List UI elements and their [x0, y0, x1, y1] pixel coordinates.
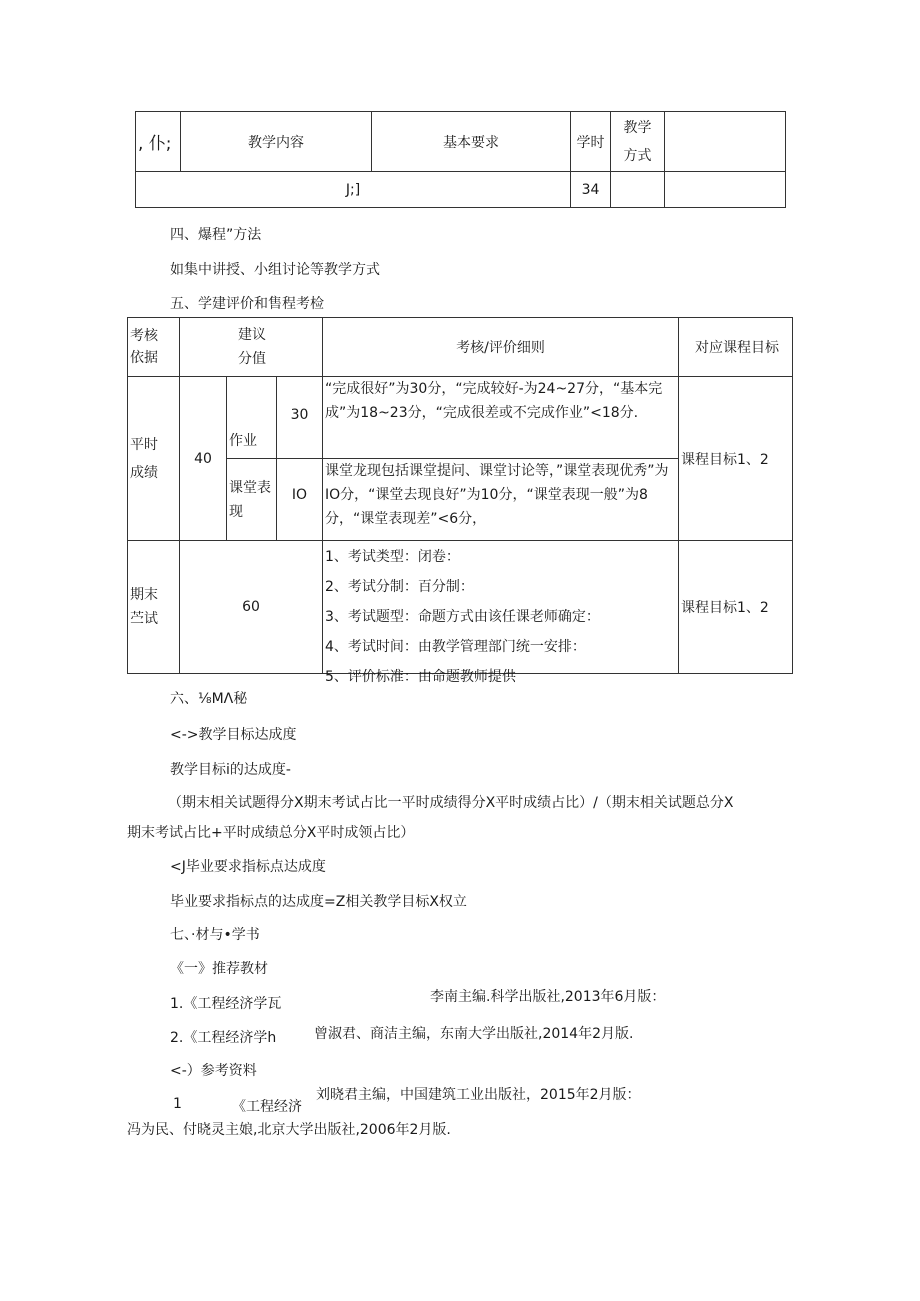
homework-label: 作业	[227, 377, 277, 459]
header-hours: 学时	[571, 112, 611, 172]
formula-line-b: 期末考试占比+平时成绩总分X平时成领占比）	[127, 825, 415, 841]
final-rule-item: 2、考试分制：百分制：	[325, 579, 474, 595]
book1-title: 1.《工程经济学瓦	[170, 996, 282, 1012]
final-rule-item: 3、考试题型：命题方式由该任课老师确定：	[325, 609, 600, 625]
first-column-header: , 仆;	[136, 112, 181, 172]
section5-heading: 五、学建评价和售程考检	[170, 296, 324, 312]
section4-body: 如集中讲授、小组讨论等教学方式	[170, 262, 380, 278]
usual-grade-target: 课程目标1、2	[679, 377, 793, 541]
ref1-publisher: 刘晓君主编，中国建筑工业出版社，2015年2月版：	[316, 1087, 641, 1103]
classroom-rules: 课堂龙现包括课堂提问、课堂讨论等，”课堂表现优秀”为IO分，“课堂去现良好”为10分，“课堂表现一般”为8分，“课堂表现差”<6分，	[323, 459, 679, 541]
homework-rules: “完成很好”为30分，“完成较好-为24~27分，“基本完成”为18~23分，“完成很差或不完成作业”<18分.	[323, 377, 679, 459]
final-exam-target: 课程目标1、2	[679, 541, 793, 674]
header-target: 对应课程目标	[679, 318, 793, 377]
assessment-table	[127, 317, 793, 685]
total-hours: 34	[571, 172, 611, 208]
book1-publisher: 李南主编.科学出版社,2013年6月版：	[430, 989, 666, 1005]
section6-subheading-1: <->教学目标达成度	[170, 727, 297, 743]
section6-line-1: 教学目标i的达成度-	[170, 762, 291, 778]
header-basic-requirements: 基本要求	[372, 112, 571, 172]
header-course-target	[665, 112, 786, 172]
section4-heading: 四、爆程”方法	[170, 227, 262, 243]
usual-grade-score: 40	[180, 377, 227, 541]
final-exam-score: 60	[180, 541, 323, 674]
header-teaching-content: 教学内容	[181, 112, 372, 172]
book2-publisher: 曾淑君、商洁主编，东南大学出版社,2014年2月版.	[314, 1026, 634, 1042]
total-row-label: J;]	[136, 172, 571, 208]
header-rules: 考核/评价细则	[323, 318, 679, 377]
usual-grade-label: 平时 成绩	[128, 377, 180, 541]
ref2: 冯为民、付晓灵主娘,北京大学出版社,2006年2月版.	[127, 1122, 451, 1138]
final-exam-rules	[323, 541, 679, 685]
section7-heading: 七、·材与•学书	[170, 927, 260, 943]
course-content-table	[135, 111, 786, 208]
homework-score: 30	[277, 377, 323, 459]
recommended-textbooks-heading: 《一》推荐教材	[170, 961, 268, 977]
total-method-cell	[611, 172, 665, 208]
classroom-label: 课堂表现	[227, 459, 277, 541]
header-teaching-method: 教学 方式	[611, 112, 665, 172]
ref1-title: 《工程经济	[232, 1099, 302, 1115]
classroom-score: IO	[277, 459, 323, 541]
section6-heading: 六、⅛MΛ秘	[170, 691, 248, 707]
header-score: 建议 分值	[180, 318, 323, 377]
header-basis: 考核 依据	[128, 318, 180, 377]
formula-line-a: （期末相关试题得分X期末考试占比一平时成绩得分X平时成绩占比）/（期末相关试题总分X	[168, 795, 734, 811]
total-target-cell	[665, 172, 786, 208]
final-exam-label: 期末 苎试	[128, 541, 180, 674]
final-rule-item: 5、评价标准：由命题教师提供	[325, 669, 516, 685]
section6-line-2: 毕业要求指标点的达成度=Z相关教学目标X权立	[170, 894, 467, 910]
book2-title: 2.《工程经济学h	[170, 1030, 277, 1046]
ref1-number: 1	[173, 1096, 182, 1112]
references-heading: <-）参考资料	[170, 1063, 257, 1079]
section6-subheading-2: <J毕业要求指标点达成度	[170, 859, 326, 875]
final-rule-item: 1、考试类型：闭卷：	[325, 549, 460, 565]
final-rule-item: 4、考试时间：由教学管理部门统一安排：	[325, 639, 586, 655]
